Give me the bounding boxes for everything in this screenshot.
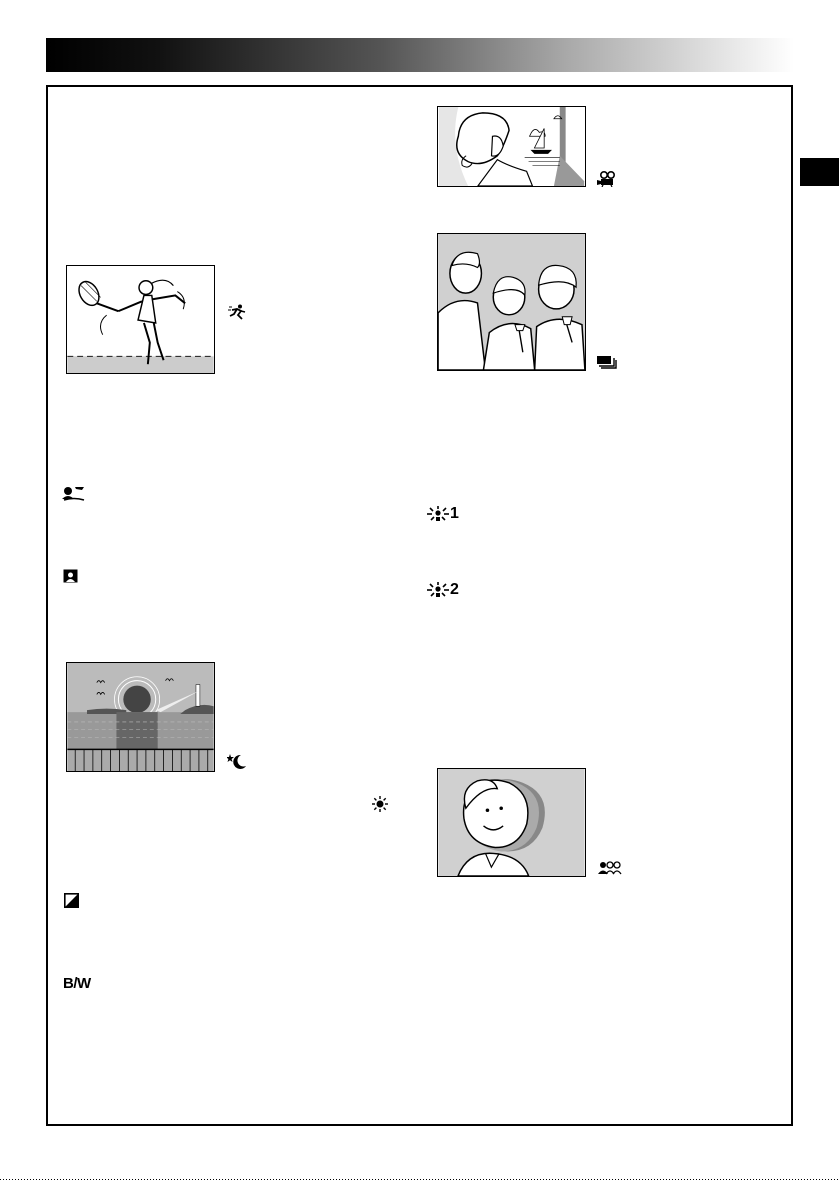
spotlight-2-symbol [427, 582, 459, 598]
header-gradient-bar [46, 38, 794, 72]
content-frame [46, 85, 793, 1126]
video-echo-illustration [437, 768, 586, 877]
black-white-icon: B/W [63, 975, 91, 992]
negative-effect-icon [64, 893, 79, 908]
bottom-dotted-line [0, 1179, 839, 1180]
sunset-illustration [66, 662, 215, 772]
spotlight-2-icon [427, 582, 449, 598]
tennis-player-illustration [66, 265, 215, 374]
group-people-illustration [437, 233, 586, 371]
spotlight-1-icon [427, 506, 449, 522]
video-echo-icon [598, 861, 622, 875]
classic-film-icon [597, 171, 617, 187]
strobe-icon [597, 354, 619, 370]
section-tab-marker [800, 158, 839, 186]
spotlight-2-number: 2 [450, 581, 459, 598]
portrait-mode-icon [62, 485, 86, 501]
twilight-mode-icon [227, 753, 247, 769]
spotlight-1-symbol [427, 506, 459, 522]
backlight-mode-icon [63, 569, 78, 583]
sun-icon [372, 796, 388, 812]
woman-window-illustration [437, 106, 586, 187]
spotlight-1-number: 1 [450, 505, 459, 522]
sports-mode-icon [228, 304, 248, 320]
